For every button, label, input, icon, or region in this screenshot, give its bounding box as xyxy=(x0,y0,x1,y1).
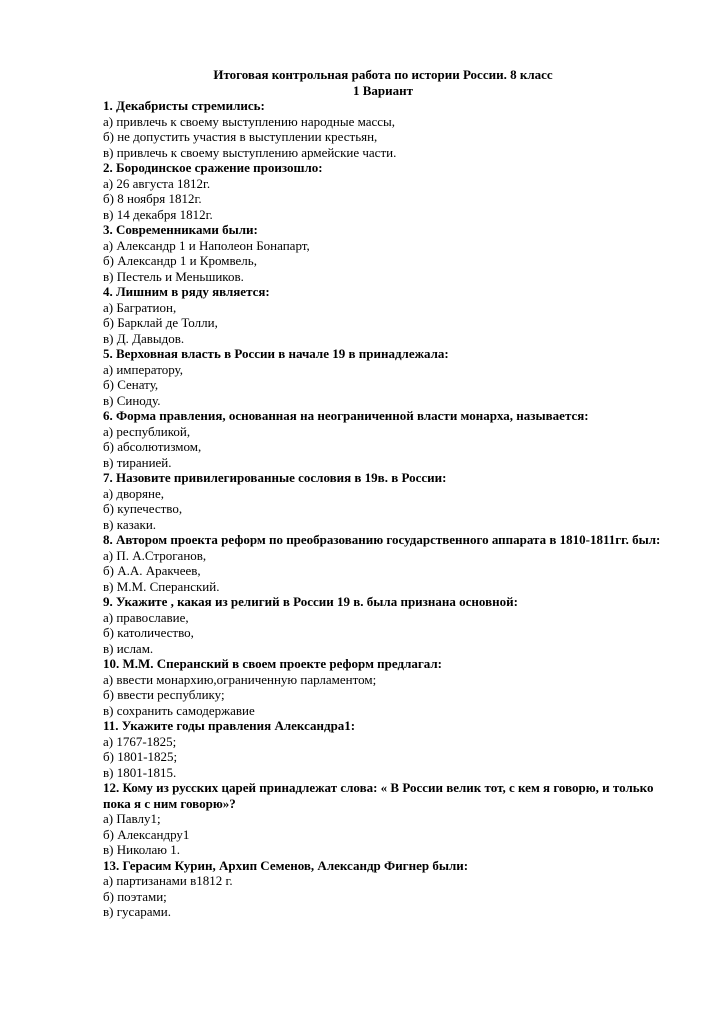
answer-option: в) казаки. xyxy=(103,516,157,532)
answer-option: а) П. А.Строганов, xyxy=(103,547,207,563)
answer-option: в) тиранией. xyxy=(103,454,172,470)
answer-option: а) императору, xyxy=(103,361,183,377)
answer-option: б) А.А. Аракчеев, xyxy=(103,563,201,578)
answer-option: б) Сенату, xyxy=(103,377,159,392)
answer-option: б) Барклай де Толли, xyxy=(103,315,218,330)
question-7 xyxy=(103,470,663,532)
question-text: 3. Современниками были: xyxy=(103,222,258,237)
answer-option: а) Александр 1 и Наполеон Бонапарт, xyxy=(103,237,310,253)
answer-option: б) купечество, xyxy=(103,501,183,516)
question-4 xyxy=(103,284,663,346)
answer-option: а) республикой, xyxy=(103,423,191,439)
question-text: 1. Декабристы стремились: xyxy=(103,98,265,113)
question-3 xyxy=(103,222,663,284)
document-title: Итоговая контрольная работа по истории России. 8 класс xyxy=(213,67,553,82)
question-text: 11. Укажите годы правления Александра1: xyxy=(103,718,356,733)
question-13 xyxy=(103,858,663,920)
question-12 xyxy=(103,780,663,858)
question-text: 5. Верховная власть в России в начале 19 в принадлежала: xyxy=(103,346,449,361)
question-6 xyxy=(103,408,663,470)
answer-option: а) ввести монархию,ограниченную парламентом; xyxy=(103,671,377,687)
answer-option: в) Пестель и Меньшиков. xyxy=(103,268,244,284)
question-1 xyxy=(103,98,663,160)
answer-option: б) 8 ноября 1812г. xyxy=(103,191,202,206)
answer-option: в) 1801-1815. xyxy=(103,764,177,780)
answer-option: а) 26 августа 1812г. xyxy=(103,175,211,191)
answer-option: в) М.М. Сперанский. xyxy=(103,578,220,594)
question-text: 4. Лишним в ряду является: xyxy=(103,284,270,299)
question-text: 12. Кому из русских царей принадлежат слова: « В России велик тот, с кем я говорю, и только пока я с ним говорю»? xyxy=(103,780,654,811)
answer-option: а) 1767-1825; xyxy=(103,733,177,749)
answer-option: б) Александру1 xyxy=(103,826,190,842)
answer-option: в) гусарами. xyxy=(103,904,171,919)
test-document xyxy=(103,67,663,920)
answer-option: б) Александр 1 и Кромвель, xyxy=(103,253,257,268)
answer-option: а) православие, xyxy=(103,609,189,625)
answer-option: а) Багратион, xyxy=(103,299,177,315)
answer-option: б) поэтами; xyxy=(103,888,167,904)
question-text: 13. Герасим Курин, Архип Семенов, Александр Фигнер были: xyxy=(103,857,469,873)
answer-option: в) 14 декабря 1812г. xyxy=(103,206,213,222)
answer-option: в) сохранить самодержавие xyxy=(103,702,255,718)
question-text: 7. Назовите привилегированные сословия в 19в. в России: xyxy=(103,470,447,485)
answer-option: б) абсолютизмом, xyxy=(103,439,202,454)
question-5 xyxy=(103,346,663,408)
variant-label: 1 Вариант xyxy=(352,82,414,98)
questions-list xyxy=(103,98,663,920)
answer-option: в) Д. Давыдов. xyxy=(103,330,185,346)
answer-option: а) партизанами в1812 г. xyxy=(103,873,233,888)
question-10 xyxy=(103,656,663,718)
answer-option: б) не допустить участия в выступлении крестьян, xyxy=(103,129,378,144)
question-text: 6. Форма правления, основанная на неограниченной власти монарха, называется: xyxy=(103,408,589,423)
answer-option: в) ислам. xyxy=(103,640,154,656)
question-11 xyxy=(103,718,663,780)
answer-option: а) дворяне, xyxy=(103,485,164,501)
question-text: 9. Укажите , какая из религий в России 19 в. была признана основной: xyxy=(103,594,518,609)
answer-option: б) католичество, xyxy=(103,625,194,640)
answer-option: в) Николаю 1. xyxy=(103,842,181,857)
answer-option: а) Павлу1; xyxy=(103,811,161,826)
answer-option: б) ввести республику; xyxy=(103,687,225,702)
answer-option: в) Синоду. xyxy=(103,392,161,408)
question-text: 10. М.М. Сперанский в своем проекте реформ предлагал: xyxy=(103,656,443,671)
answer-option: в) привлечь к своему выступлению армейские части. xyxy=(103,144,397,160)
answer-option: б) 1801-1825; xyxy=(103,749,178,764)
answer-option: а) привлечь к своему выступлению народные массы, xyxy=(103,113,396,129)
question-9 xyxy=(103,594,663,656)
question-text: 8. Автором проекта реформ по преобразованию государственного аппарата в 1810-1811гг. был: xyxy=(103,532,661,547)
question-2 xyxy=(103,160,663,222)
question-text: 2. Бородинское сражение произошло: xyxy=(103,160,323,175)
question-8 xyxy=(103,532,663,594)
